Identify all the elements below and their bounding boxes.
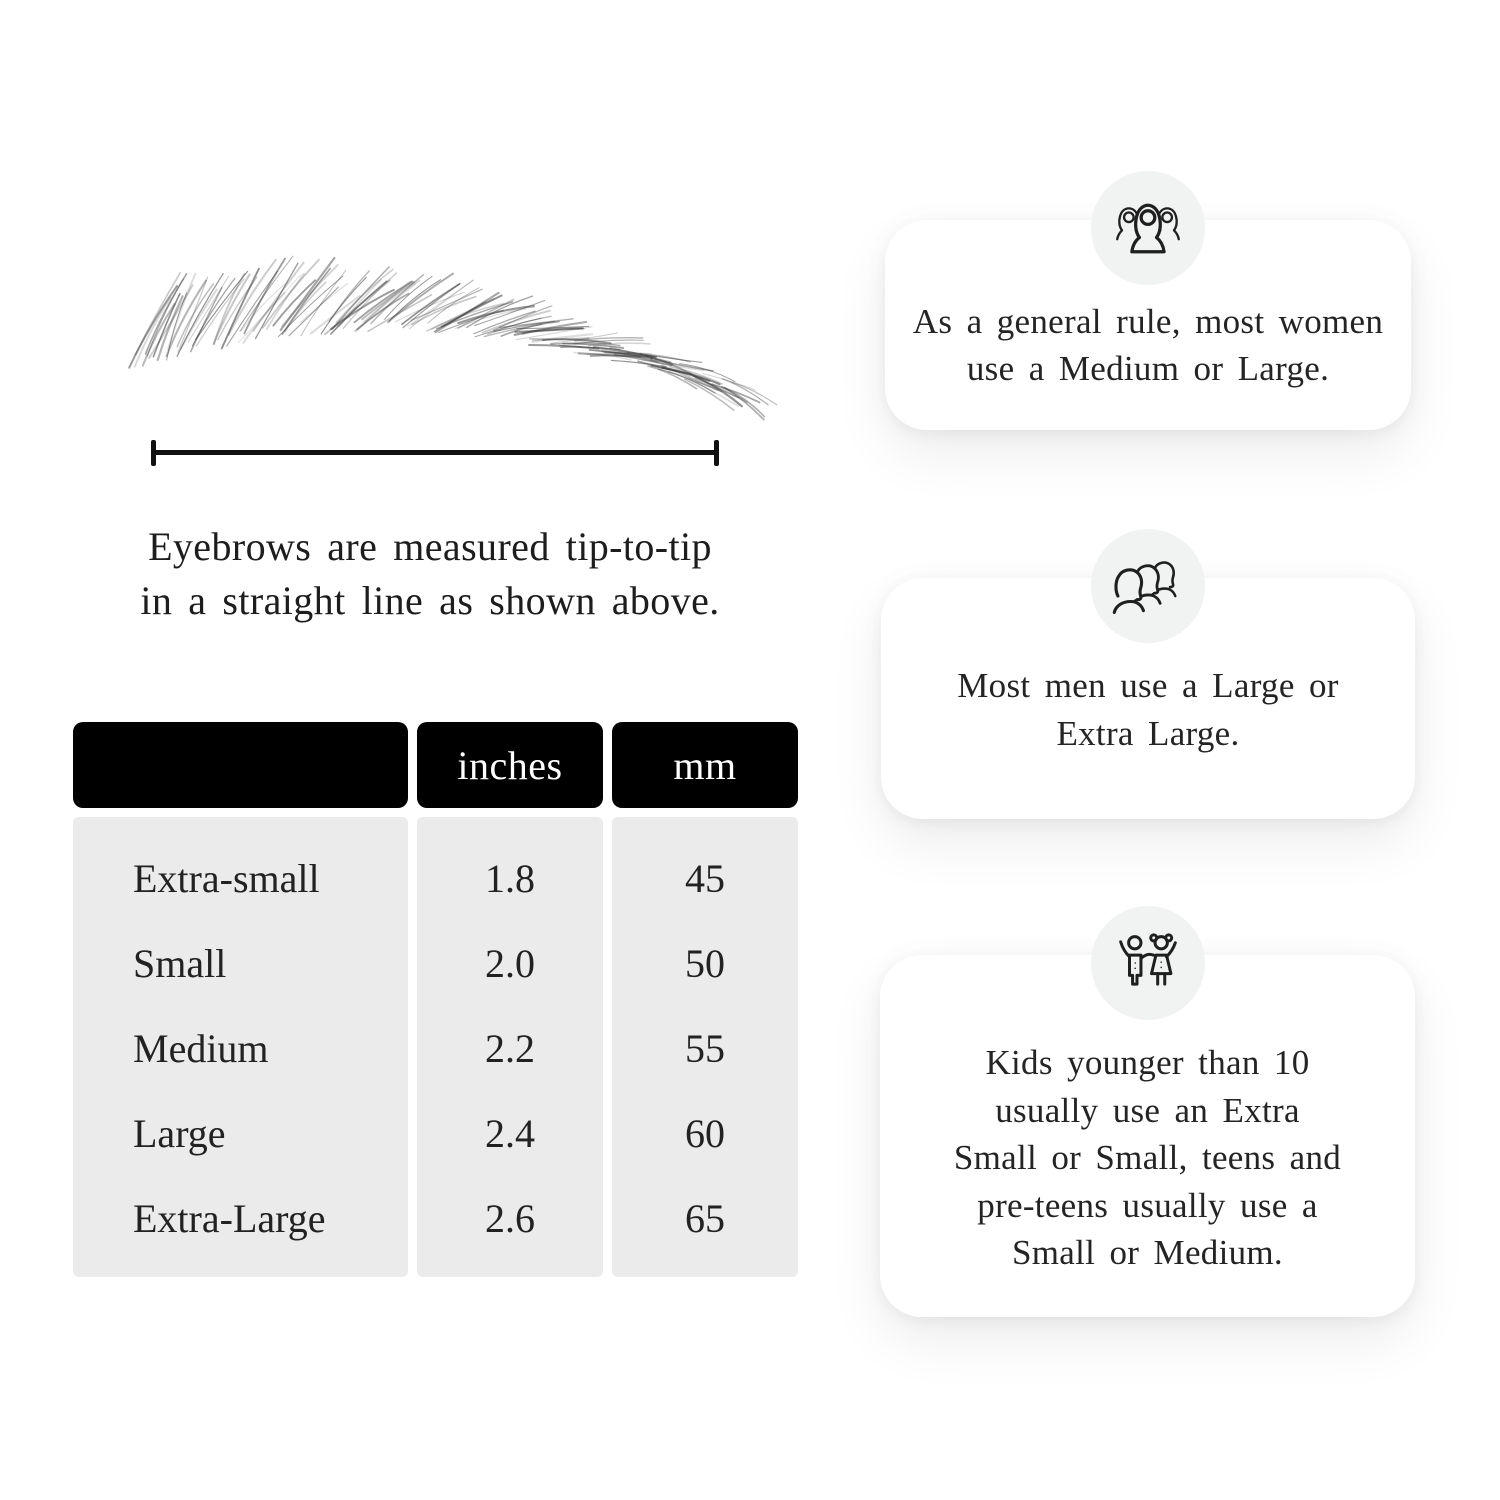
measurement-caption	[95, 520, 765, 628]
size-label: Small	[133, 941, 227, 986]
card-text-line: Most men use a Large or	[957, 666, 1339, 705]
inches-value: 2.2	[485, 1026, 535, 1071]
mm-value: 55	[685, 1026, 725, 1071]
size-label: Extra-small	[133, 856, 320, 901]
mm-value: 50	[685, 941, 725, 986]
table-row	[73, 1091, 798, 1176]
table-header-size	[73, 722, 408, 808]
card-text-line: Small or Medium.	[1012, 1233, 1283, 1273]
table-row	[73, 836, 798, 921]
card-text-line: As a general rule, most women	[912, 301, 1384, 341]
measurement-line	[151, 440, 719, 466]
inches-value: 2.4	[485, 1111, 535, 1156]
info-card-men	[881, 578, 1415, 819]
card-text-line: use a Medium or Large.	[966, 349, 1330, 388]
card-text-line: Kids younger than 10	[985, 1043, 1310, 1083]
card-text-line: Small or Small, teens and	[953, 1138, 1342, 1178]
size-label: Large	[133, 1111, 226, 1156]
table-header-inches: inches	[417, 722, 603, 808]
info-card-women	[885, 220, 1411, 430]
icon-badge	[1091, 171, 1205, 285]
mm-value: 65	[685, 1196, 725, 1241]
measurement-line-bar	[153, 450, 717, 455]
card-text-line: Extra Large.	[1056, 713, 1240, 753]
mm-value: 45	[685, 856, 725, 901]
eyebrow-sketch-icon	[105, 238, 755, 418]
card-text-line: pre-teens usually use a	[977, 1185, 1318, 1225]
inches-value: 1.8	[485, 856, 535, 901]
inches-value: 2.6	[485, 1196, 535, 1241]
table-row	[73, 921, 798, 1006]
mm-value: 60	[685, 1111, 725, 1156]
icon-badge	[1091, 529, 1205, 643]
table-header-mm: mm	[612, 722, 798, 808]
measurement-line-right-tick	[714, 440, 719, 466]
card-text-line: usually use an Extra	[995, 1090, 1300, 1130]
info-card-kids	[880, 955, 1415, 1317]
icon-badge	[1091, 906, 1205, 1020]
caption-line-2: in a straight line as shown above.	[140, 578, 720, 623]
men-group-icon	[1109, 555, 1187, 617]
caption-line-1: Eyebrows are measured tip-to-tip	[148, 524, 712, 569]
size-label: Extra-Large	[133, 1196, 326, 1241]
eyebrow-illustration	[105, 238, 755, 418]
women-group-icon	[1109, 197, 1187, 259]
size-table	[73, 722, 798, 1278]
size-label: Medium	[133, 1026, 269, 1071]
children-icon	[1111, 930, 1185, 996]
table-row	[73, 1006, 798, 1091]
inches-value: 2.0	[485, 941, 535, 986]
table-row	[73, 1176, 798, 1261]
